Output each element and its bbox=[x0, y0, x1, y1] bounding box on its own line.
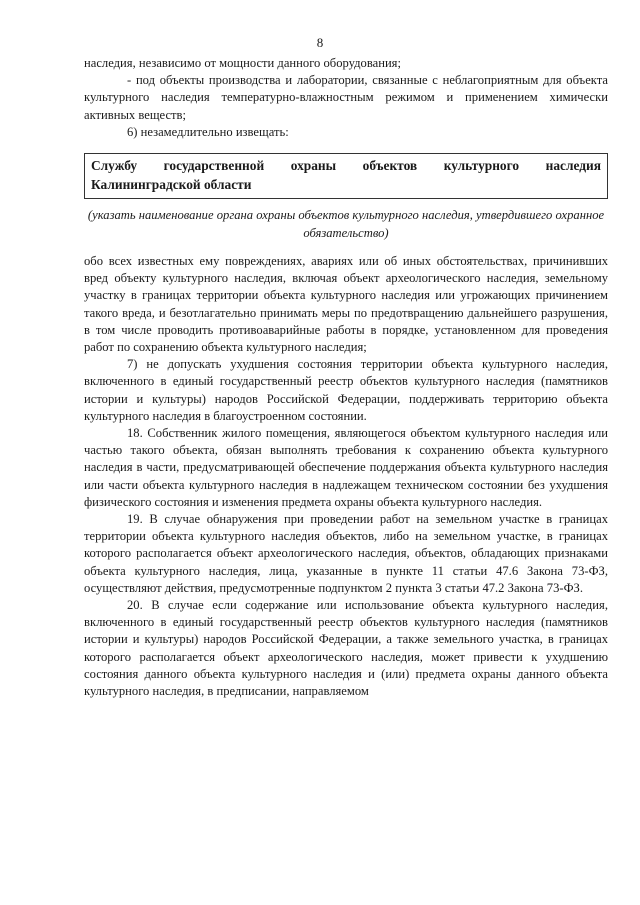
paragraph-clause-19: 19. В случае обнаружения при проведении работ на земельном участке в границах территории объекта культурного наследия объектов, либо на земельном участке, в границах которого располагается объект археологического наследия, объектов, обладающих признаками объекта культурного наследия, лица, указанные в пункте 11 статьи 47.6 Закона 73-ФЗ, осуществляют действия, предусмотренные подпунктом 2 пункта 3 статьи 47.2 Закона 73-ФЗ. bbox=[84, 512, 608, 595]
authority-name-box bbox=[84, 153, 608, 199]
authority-name-line1: Службу государственной охраны объектов культурного наследия bbox=[91, 158, 601, 174]
page-number: 8 bbox=[316, 35, 324, 50]
paragraph-laboratories: - под объекты производства и лаборатории, связанные с неблагоприятным для объекта культурного наследия температурно-влажностным режимом и применением химически активных веществ; bbox=[84, 73, 608, 122]
paragraph-item-6: 6) незамедлительно извещать: bbox=[127, 124, 289, 139]
document-body bbox=[84, 55, 608, 700]
paragraph-clause-20: 20. В случае если содержание или использование объекта культурного наследия, включенного в единый государственный реестр объектов культурного наследия (памятников истории и культуры) народов Российской Федерации, а также земельного участка, в границах которого располагается объект археологического наследия, может привести к ухудшению состояния данного объекта культурного наследия и (или) предмета охраны данного объекта культурного наследия, в предписании, направляемом bbox=[84, 598, 608, 699]
authority-name-line2: Калининградской области bbox=[91, 176, 252, 192]
paragraph-clause-18: 18. Собственник жилого помещения, являющегося объектом культурного наследия или частью такого объекта, обязан выполнять требования к сохранению объекта культурного наследия в части, предусматривающей обеспечение поддержания объекта культурного наследия или части объекта культурного наследия в надлежащем техническом состоянии без ухудшения физического состояния и изменения предмета охраны объекта культурного наследия. bbox=[84, 426, 608, 509]
paragraph-damage-notice: обо всех известных ему повреждениях, авариях или об иных обстоятельствах, причинивших вред объекту культурного наследия, включая объект археологического наследия, земельному участку в границах территории объекта культурного наследия или угрожающих причинением такого вреда, и безотлагательно принимать меры по предотвращению дальнейшего разрушения, в том числе проводить противоаварийные работы в порядке, установленном для проведения работ по сохранению объекта культурного наследия; bbox=[84, 254, 608, 355]
paragraph-item-7: 7) не допускать ухудшения состояния территории объекта культурного наследия, включенного в единый государственный реестр объектов культурного наследия (памятников истории и культуры) народов Российской Федерации, поддерживать территорию объекта культурного наследия в благоустроенном состоянии. bbox=[84, 357, 608, 423]
authority-instruction-note: (указать наименование органа охраны объектов культурного наследия, утвердившего охранное обязательство) bbox=[87, 208, 605, 240]
paragraph-continuation: наследия, независимо от мощности данного оборудования; bbox=[84, 56, 401, 70]
